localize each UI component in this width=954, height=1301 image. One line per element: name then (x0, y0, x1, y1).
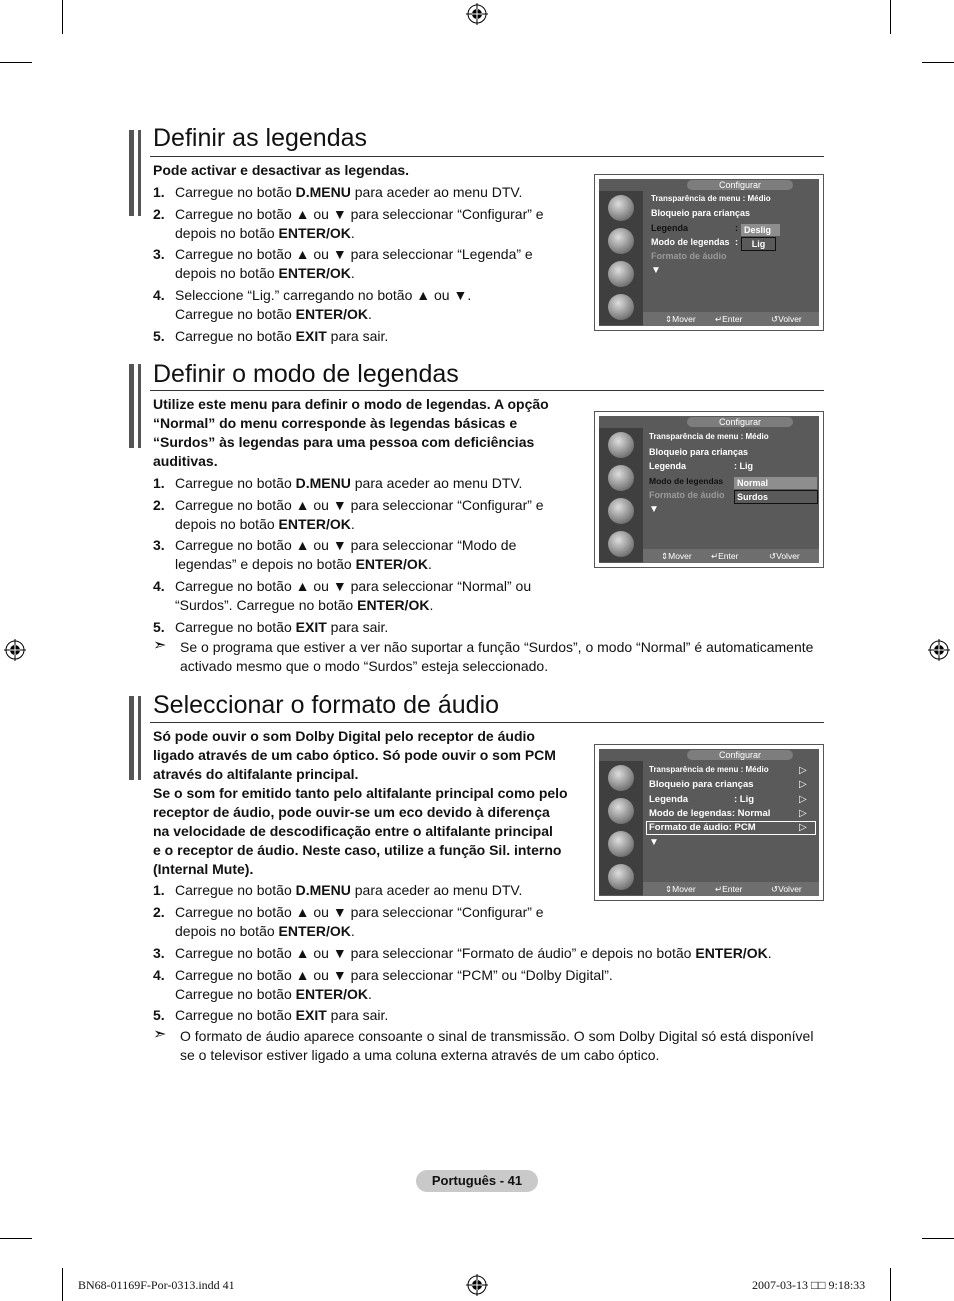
tv-menu-screenshot (594, 744, 824, 901)
step-number: 4. (153, 578, 165, 594)
step-key: ENTER/OK (695, 945, 768, 961)
tv-menu-screenshot (594, 174, 824, 331)
step-key: EXIT (295, 1007, 327, 1023)
step-text: . (427, 556, 432, 572)
menu-sidebar (599, 761, 643, 895)
submenu-arrow-icon: ▷ (799, 808, 807, 819)
crop-mark (62, 1268, 63, 1301)
step-text: Carregue no botão ▲ ou ▼ para seleccionar “Configurar” e (175, 206, 544, 222)
picture-icon (608, 195, 634, 221)
sound-icon (608, 228, 634, 254)
menu-footer: ⇕ Mover ↵ Enter ↺ Volver (643, 312, 819, 326)
step-text: Seleccione “Lig.” carregando no botão ▲ ou ▼. (175, 287, 472, 303)
step-number: 2. (153, 206, 165, 222)
section-title: Seleccionar o formato de áudio (153, 691, 500, 719)
section-intro: Só pode ouvir o som Dolby Digital pelo receptor de áudio ligado através de um cabo óptico. Só pode ouvir o som PCM através do altifalante principal. Se o som for emitido tanto pelo altifalante principal como pelo receptor de áudio, pode ouvir-se um eco devido à diferença na velocidade de descodificação entre o altifalante principal e o receptor de áudio. Neste caso, utilize a função Sil. interno (Internal Mute). (153, 728, 568, 877)
menu-title: Configurar (687, 417, 793, 427)
step-text: legendas” e depois no botão (175, 556, 356, 572)
step-text: Carregue no botão (175, 1007, 296, 1023)
section-accent-bar (129, 130, 134, 216)
print-slug-file: BN68-01169F-Por-0313.indd 41 (78, 1278, 235, 1292)
step-text: para aceder ao menu DTV. (350, 475, 523, 491)
registration-mark-icon (466, 1274, 488, 1296)
step-text: para sair. (326, 1007, 389, 1023)
page-number-label: Português - 41 (416, 1170, 538, 1192)
step-key: EXIT (295, 328, 327, 344)
step-text: Carregue no botão (175, 882, 296, 898)
menu-item: Modo de legendas : (651, 237, 738, 247)
option-deslig: Deslig (741, 224, 780, 236)
tv-menu-screenshot (594, 411, 824, 568)
step-key: D.MENU (295, 475, 351, 491)
step-text: depois no botão (175, 516, 279, 532)
step-text: . (429, 597, 434, 613)
step-key: ENTER/OK (355, 556, 428, 572)
step-key: ENTER/OK (278, 516, 351, 532)
step-text: Carregue no botão (175, 328, 296, 344)
menu-title: Configurar (687, 750, 793, 760)
menu-item-selected: Modo de legendas (649, 476, 724, 486)
menu-item: Bloqueio para crianças (649, 779, 754, 790)
step-key: EXIT (295, 619, 327, 635)
menu-item: Formato de áudio (651, 251, 727, 261)
step-text: Carregue no botão (175, 619, 296, 635)
section-rule (150, 156, 824, 157)
menu-item: Legenda : Lig (649, 461, 753, 471)
channel-icon (608, 498, 634, 524)
step-text: Carregue no botão ▲ ou ▼ para seleccionar “Formato de áudio” e depois no botão (175, 945, 696, 961)
step-text: depois no botão (175, 923, 279, 939)
step-text: depois no botão (175, 225, 279, 241)
step-key: ENTER/OK (295, 306, 368, 322)
step-number: 4. (153, 967, 165, 983)
step-text: Carregue no botão ▲ ou ▼ para seleccionar “Configurar” e (175, 497, 544, 513)
menu-footer: ⇕ Mover ↵ Enter ↺ Volver (643, 882, 819, 896)
channel-icon (608, 261, 634, 287)
more-indicator: ▼ (651, 265, 661, 276)
more-indicator: ▼ (649, 504, 659, 515)
menu-item: Transparência de menu : Médio (649, 765, 769, 774)
step-text: . (367, 986, 372, 1002)
menu-title: Configurar (687, 180, 793, 190)
step-number: 1. (153, 184, 165, 200)
section-title: Definir o modo de legendas (153, 360, 459, 388)
registration-mark-icon (4, 639, 26, 661)
step-text: para aceder ao menu DTV. (350, 184, 523, 200)
step-text: Carregue no botão (175, 475, 296, 491)
menu-item: Transparência de menu : Médio (651, 194, 771, 203)
crop-mark (0, 1238, 32, 1239)
step-text: Carregue no botão ▲ ou ▼ para seleccionar “Normal” ou (175, 578, 532, 594)
menu-item: Modo de legendas: Normal (649, 808, 771, 819)
section-accent-bar (138, 696, 141, 780)
submenu-arrow-icon: ▷ (799, 794, 807, 805)
menu-item: Formato de áudio (649, 490, 725, 500)
crop-mark (890, 1268, 891, 1301)
picture-icon (608, 432, 634, 458)
menu-item: Legenda : Lig (649, 794, 755, 805)
crop-mark (890, 0, 891, 34)
step-text: para aceder ao menu DTV. (350, 882, 523, 898)
step-text: Carregue no botão ▲ ou ▼ para seleccionar “PCM” ou “Dolby Digital”. (175, 967, 613, 983)
step-text: . (350, 923, 355, 939)
step-text: Carregue no botão (175, 306, 296, 322)
registration-mark-icon (466, 3, 488, 25)
menu-item: Bloqueio para crianças (651, 208, 751, 218)
section-rule (150, 390, 824, 391)
option-surdos: Surdos (734, 490, 818, 504)
step-key: ENTER/OK (278, 225, 351, 241)
option-normal: Normal (734, 477, 817, 489)
section-title: Definir as legendas (153, 124, 368, 152)
menu-footer: ⇕ Mover ↵ Enter ↺ Volver (643, 549, 819, 563)
setup-icon (608, 531, 634, 557)
step-key: ENTER/OK (357, 597, 430, 613)
more-indicator: ▼ (649, 837, 659, 848)
section-accent-bar (138, 130, 141, 216)
step-key: ENTER/OK (295, 986, 368, 1002)
step-text: Carregue no botão ▲ ou ▼ para seleccionar “Modo de (175, 537, 517, 553)
step-key: D.MENU (295, 882, 351, 898)
setup-icon (608, 864, 634, 890)
step-number: 5. (153, 619, 165, 635)
step-text: . (350, 225, 355, 241)
step-text: Carregue no botão (175, 184, 296, 200)
step-number: 5. (153, 1007, 165, 1023)
step-number: 4. (153, 287, 165, 303)
submenu-arrow-icon: ▷ (799, 765, 807, 776)
step-text: Carregue no botão ▲ ou ▼ para seleccionar “Configurar” e (175, 904, 544, 920)
step-number: 5. (153, 328, 165, 344)
step-number: 1. (153, 475, 165, 491)
note-arrow-icon: ➣ (153, 637, 167, 654)
section-accent-bar (138, 364, 141, 448)
menu-sidebar (599, 191, 643, 325)
print-slug-date: 2007-03-13 □□ 9:18:33 (752, 1278, 866, 1292)
picture-icon (608, 765, 634, 791)
step-number: 2. (153, 497, 165, 513)
crop-mark (62, 0, 63, 34)
step-text: Carregue no botão ▲ ou ▼ para seleccionar “Legenda” e (175, 246, 533, 262)
section-rule (150, 722, 824, 723)
step-text: para sair. (326, 619, 389, 635)
step-text: . (350, 265, 355, 281)
registration-mark-icon (928, 639, 950, 661)
section-accent-bar (129, 696, 134, 780)
section-intro: Pode activar e desactivar as legendas. (153, 162, 410, 178)
setup-icon (608, 294, 634, 320)
submenu-arrow-icon: ▷ (799, 779, 807, 790)
step-text: . (367, 306, 372, 322)
step-text: “Surdos”. Carregue no botão (175, 597, 358, 613)
sound-icon (608, 465, 634, 491)
step-text: depois no botão (175, 265, 279, 281)
crop-mark (0, 62, 32, 63)
step-text: . (767, 945, 772, 961)
step-text: para sair. (326, 328, 389, 344)
sound-icon (608, 798, 634, 824)
step-key: ENTER/OK (278, 923, 351, 939)
menu-item: Bloqueio para crianças (649, 447, 749, 457)
menu-item: Transparência de menu : Médio (649, 432, 769, 441)
step-key: D.MENU (295, 184, 351, 200)
option-lig: Lig (741, 237, 776, 251)
menu-item-selected: Formato de áudio: PCM (646, 821, 816, 835)
step-number: 2. (153, 904, 165, 920)
step-text: . (350, 516, 355, 532)
step-key: ENTER/OK (278, 265, 351, 281)
step-number: 1. (153, 882, 165, 898)
section-intro: Utilize este menu para definir o modo de legendas. A opção “Normal” do menu corresponde às legendas básicas e “Surdos” às legendas para uma pessoa com deficiências auditivas. (153, 396, 549, 469)
note-arrow-icon: ➣ (153, 1026, 167, 1043)
section-accent-bar (129, 364, 134, 448)
submenu-arrow-icon: ▷ (799, 822, 807, 833)
step-number: 3. (153, 945, 165, 961)
crop-mark (922, 62, 954, 63)
channel-icon (608, 831, 634, 857)
menu-sidebar (599, 428, 643, 562)
step-number: 3. (153, 246, 165, 262)
crop-mark (922, 1238, 954, 1239)
step-number: 3. (153, 537, 165, 553)
menu-item-selected: Legenda : (651, 223, 738, 233)
step-text: Carregue no botão (175, 986, 296, 1002)
